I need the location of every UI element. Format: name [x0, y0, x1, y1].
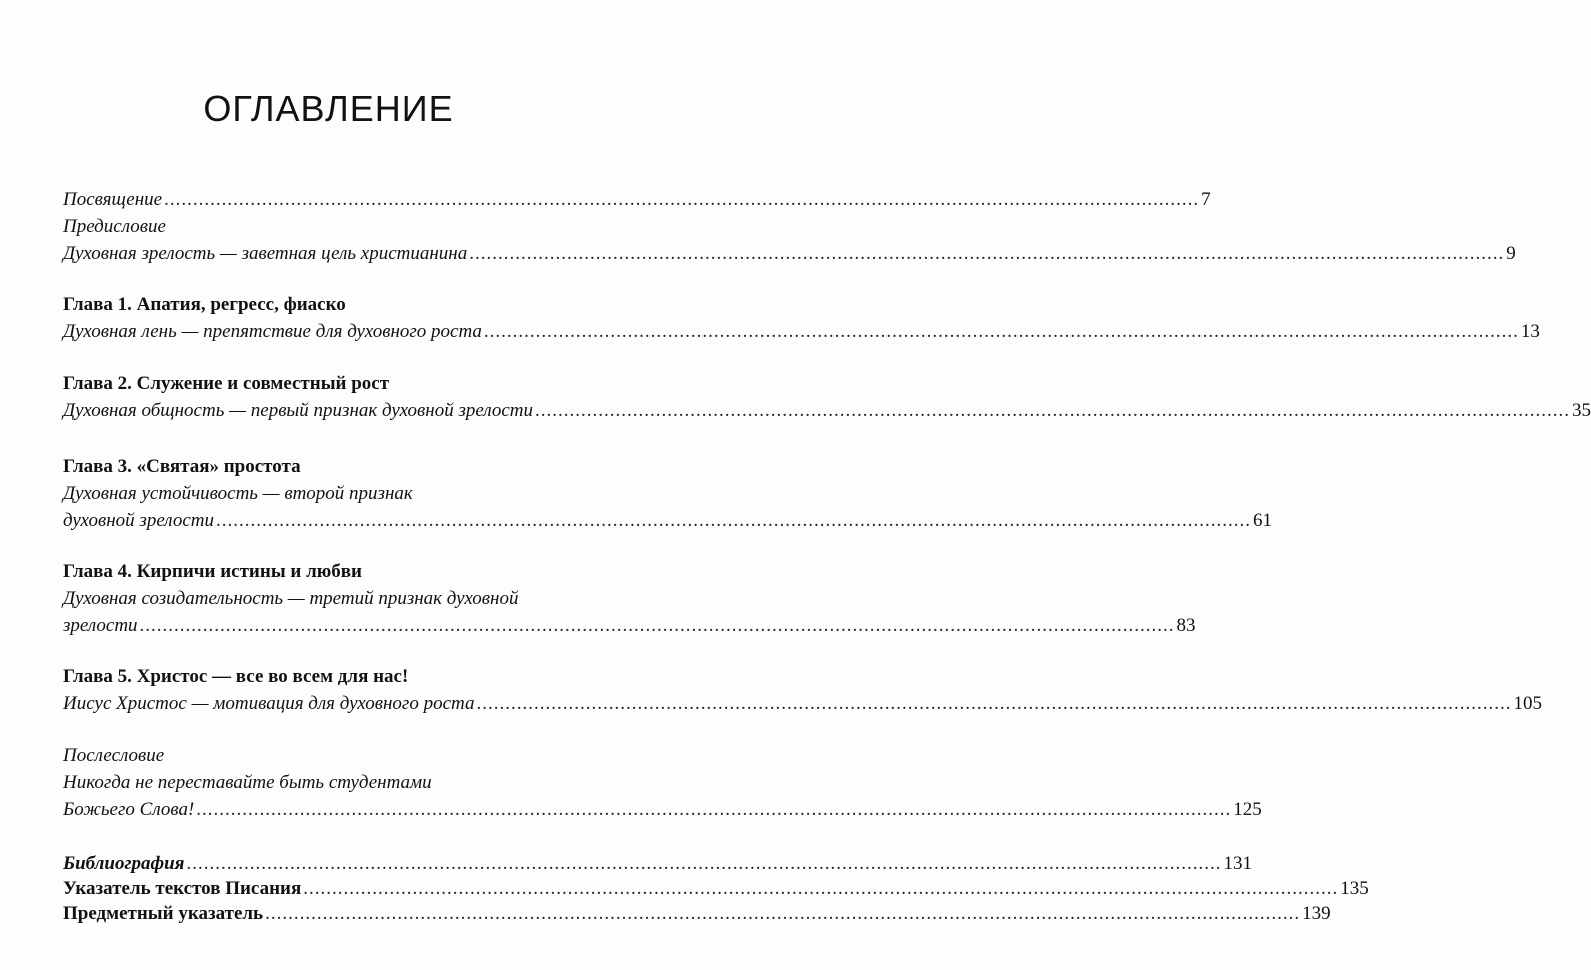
dot-leader: ....................................................................................................................................................................................: [215, 510, 1251, 531]
toc-entry-subtitle: Духовная зрелость — заветная цель христианина: [63, 243, 468, 264]
toc-entry-title: Послесловие: [63, 745, 165, 766]
dot-leader: ....................................................................................................................................................................................: [483, 321, 1519, 342]
toc-entry-chapter-3-subtitle-cont: [63, 509, 1272, 533]
toc-page-number: 61: [1252, 510, 1272, 531]
toc-entry-subtitle: Духовная общность — первый признак духовной зрелости: [63, 400, 533, 421]
toc-entry-chapter-3: [63, 455, 602, 479]
toc-page-number: 131: [1223, 853, 1252, 874]
dot-leader: ....................................................................................................................................................................................: [469, 243, 1505, 264]
toc-chapter-title: Глава 3. «Святая» простота: [63, 456, 301, 477]
toc-entry-chapter-1-subtitle: [63, 320, 1540, 344]
dot-leader: ....................................................................................................................................................................................: [186, 853, 1222, 874]
toc-entry-chapter-2: [63, 372, 602, 396]
toc-entry-subtitle: Духовная устойчивость — второй признак: [63, 483, 413, 504]
toc-entry-title: Предметный указатель: [63, 903, 264, 924]
toc-chapter-title: Глава 1. Апатия, регресс, фиаско: [63, 294, 346, 315]
toc-entry-preface-subtitle: [63, 242, 1516, 266]
toc-entry-chapter-2-subtitle: [63, 399, 1591, 423]
toc-entry-subtitle: духовной зрелости: [63, 510, 214, 531]
toc-entry-chapter-5-subtitle: [63, 692, 1542, 716]
dot-leader: ....................................................................................................................................................................................: [535, 400, 1570, 421]
dot-leader: ....................................................................................................................................................................................: [164, 189, 1200, 210]
toc-page-number: 125: [1233, 799, 1262, 820]
toc-entry-chapter-1: [63, 293, 602, 317]
dot-leader: ....................................................................................................................................................................................: [265, 903, 1301, 924]
toc-entry-title: Посвящение: [63, 189, 163, 210]
toc-entry-chapter-4-subtitle-cont: [63, 614, 1196, 638]
toc-entry-subtitle: Духовная лень — препятствие для духовного роста: [63, 321, 482, 342]
toc-page-number: 9: [1506, 243, 1516, 264]
toc-entry-chapter-5: [63, 665, 602, 689]
toc-entry-preface: [63, 215, 602, 239]
toc-chapter-title: Глава 2. Служение и совместный рост: [63, 373, 390, 394]
page-title: ОГЛАВЛЕНИЕ: [203, 88, 454, 129]
toc-entry-subtitle: зрелости: [63, 615, 138, 636]
toc-entry-afterword: [63, 744, 602, 768]
toc-entry-chapter-4: [63, 560, 602, 584]
dot-leader: ....................................................................................................................................................................................: [476, 693, 1512, 714]
toc-entry-subtitle: Никогда не переставайте быть студентами: [63, 772, 432, 793]
toc-page-number: 135: [1340, 878, 1369, 899]
toc-entry-subtitle: Божьего Слова!: [63, 799, 195, 820]
toc-entry-title: Библиография: [63, 853, 185, 874]
toc-entry-dedication: [63, 188, 1211, 212]
toc-page-number: 105: [1513, 693, 1542, 714]
toc-page-number: 139: [1302, 903, 1331, 924]
toc-entry-afterword-subtitle-cont: [63, 798, 1262, 822]
toc-entry-subtitle: Иисус Христос — мотивация для духовного роста: [63, 693, 475, 714]
dot-leader: ....................................................................................................................................................................................: [196, 799, 1232, 820]
toc-page-number: 35: [1572, 400, 1591, 421]
toc-page-number: 13: [1520, 321, 1540, 342]
toc-entry-chapter-4-subtitle: [63, 587, 602, 611]
toc-entry-subtitle: Духовная созидательность — третий признак духовной: [63, 588, 519, 609]
toc-page-number: 7: [1201, 189, 1211, 210]
toc-entry-bibliography: [63, 852, 1252, 876]
toc-chapter-title: Глава 4. Кирпичи истины и любви: [63, 561, 362, 582]
toc-entry-afterword-subtitle: [63, 771, 602, 795]
toc-entry-subject-index: [63, 902, 1331, 926]
toc-entry-chapter-3-subtitle: [63, 482, 602, 506]
dot-leader: ....................................................................................................................................................................................: [303, 878, 1339, 899]
toc-entry-title: Указатель текстов Писания: [63, 878, 302, 899]
toc-entry-title: Предисловие: [63, 216, 166, 237]
toc-page-number: 83: [1176, 615, 1196, 636]
dot-leader: ....................................................................................................................................................................................: [139, 615, 1175, 636]
toc-chapter-title: Глава 5. Христос — все во всем для нас!: [63, 666, 409, 687]
toc-entry-scripture-index: [63, 877, 1369, 901]
